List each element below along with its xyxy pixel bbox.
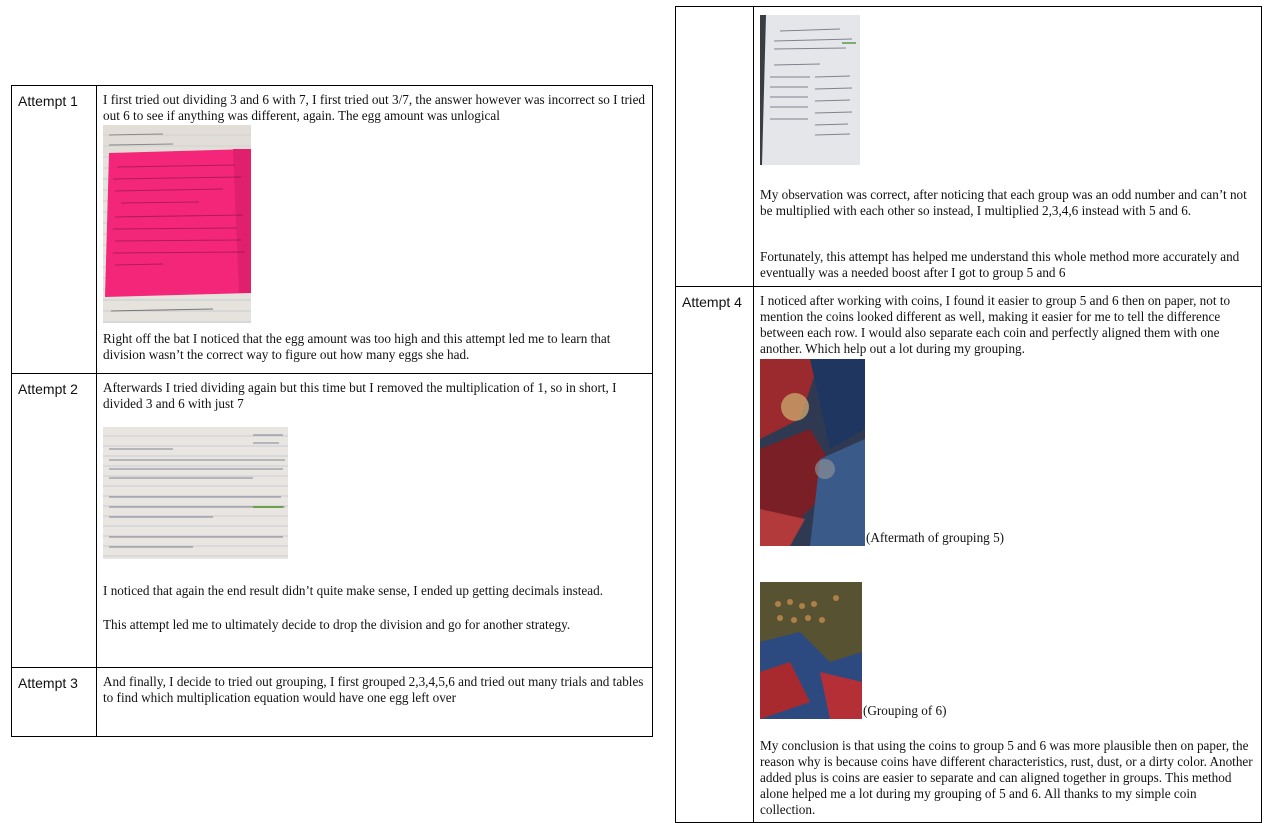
attempt-3-label: Attempt 3 [12, 668, 97, 737]
attempts-table-left [11, 85, 653, 737]
coins-grouping-5-photo [760, 359, 865, 546]
attempt-2-notebook-photo [103, 427, 288, 559]
table-row-attempt-4 [676, 287, 1262, 823]
attempt-3-fortunately-text: Fortunately, this attempt has helped me understand this whole method more accurately and eventually was a needed boost after I got to group 5 and 6 [760, 249, 1240, 280]
caption-grouping-5: (Aftermath of grouping 5) [866, 530, 1005, 545]
coin-photo-2-row [760, 582, 1255, 719]
attempt-2-text-intro: Afterwards I tried dividing again but this time but I removed the multiplication of 1, so in short, I divided 3 and 6 with just 7 [103, 380, 617, 411]
attempt-3-cell [97, 668, 653, 737]
coins-grouping-6-photo [760, 582, 862, 719]
attempt-4-label: Attempt 4 [676, 287, 754, 823]
attempt-1-text-intro: I first tried out dividing 3 and 6 with 7, I first tried out 3/7, the answer however was incorrect so I tried out 6 to see if anything was different, again. The egg amount was unlogical [103, 92, 646, 123]
table-row-attempt-2 [12, 374, 653, 668]
attempt-4-conclusion-text: My conclusion is that using the coins to group 5 and 6 was more plausible then on paper, the reason why is because coins have different characteristics, rust, dust, or a dirty color. Another added plus is coins are easier to separate and can aligned together in groups. This method alone helped me a lot during my grouping of 5 and 6. All thanks to my simple coin collection. [760, 738, 1253, 817]
table-row-attempt-3 [12, 668, 653, 737]
attempts-table-right [675, 6, 1262, 823]
attempt-1-notebook-photo [103, 125, 251, 323]
attempt-1-cell [97, 86, 653, 374]
worksheet-photo-graphic [760, 15, 860, 165]
attempt-3-worksheet-photo [760, 15, 860, 165]
coins-photo-graphic [760, 582, 862, 719]
attempt-1-text-result: Right off the bat I noticed that the egg amount was too high and this attempt led me to learn that division wasn’t the correct way to figure out how many eggs she had. [103, 331, 611, 362]
coin-photo-1-row [760, 359, 1255, 546]
attempt-3-text: And finally, I decide to tried out grouping, I first grouped 2,3,4,5,6 and tried out many trials and tables to find which multiplication equation would have one egg left over [103, 674, 644, 705]
notebook-photo-graphic [103, 125, 251, 323]
attempt-1-label: Attempt 1 [12, 86, 97, 374]
caption-grouping-6: (Grouping of 6) [863, 703, 947, 718]
notebook-photo-graphic [103, 427, 288, 559]
attempt-2-text-conclusion: This attempt led me to ultimately decide to drop the division and go for another strategy. [103, 617, 571, 632]
attempt-4-intro-text: I noticed after working with coins, I found it easier to group 5 and 6 then on paper, not to mention the coins looked different as well, making it easier for me to tell the difference between each row. I would also separate each coin and perfectly aligned them with one another. Which help out a lot during my grouping. [760, 293, 1231, 356]
attempt-2-cell [97, 374, 653, 668]
attempt-3-continued-label [676, 7, 754, 287]
coins-photo-graphic [760, 359, 865, 546]
attempt-3-continued-cell [754, 7, 1262, 287]
attempt-3-observation-text: My observation was correct, after noticing that each group was an odd number and can’t not be multiplied with each other so instead, I multiplied 2,3,4,6 instead with 5 and 6. [760, 187, 1247, 218]
table-row-attempt-1 [12, 86, 653, 374]
attempt-2-text-result: I noticed that again the end result didn’t quite make sense, I ended up getting decimals instead. [103, 583, 604, 598]
attempt-2-label: Attempt 2 [12, 374, 97, 668]
table-row-attempt-3-continued [676, 7, 1262, 287]
attempt-4-cell [754, 287, 1262, 823]
